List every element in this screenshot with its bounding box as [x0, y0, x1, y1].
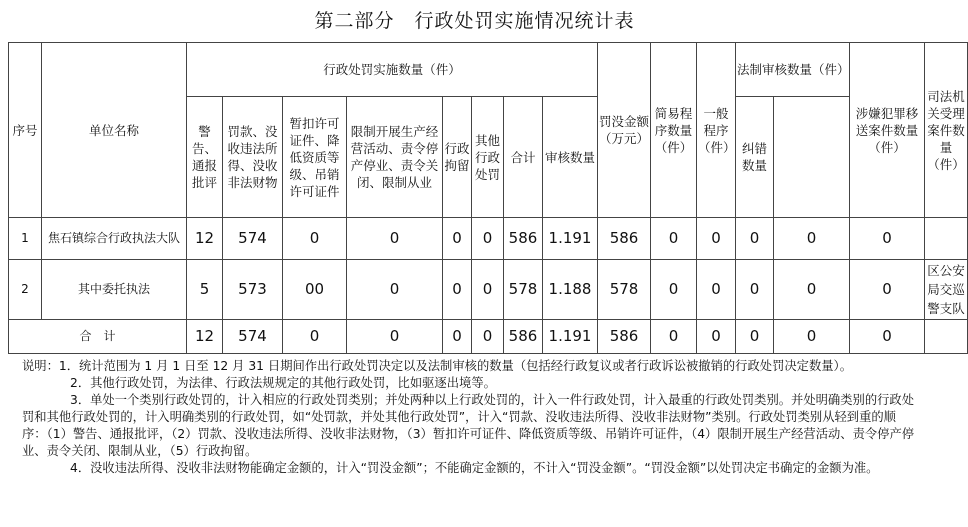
total-general: 0: [651, 320, 697, 354]
cell-crime: 0: [774, 260, 850, 320]
cell-judicial: 0: [850, 260, 925, 320]
cell-seq: 2: [9, 260, 42, 320]
cell-correct: 0: [736, 260, 774, 320]
total-simple: 586: [598, 320, 651, 354]
note-4: 4．没收违法所得、没收非法财物能确定金额的，计入“罚没金额”；不能确定金额的，不计入“罚没金额”。“罚没金额”以处罚决定书确定的金额为准。: [70, 461, 879, 475]
total-crime: 0: [774, 320, 850, 354]
note-1: 说明：1．统计范围为 1 月 1 日至 12 月 31 日期间作出行政处罚决定以及法制审核的数量（包括经行政复议或者行政诉讼被撤销的行政处罚决定数量）。: [22, 359, 852, 373]
header-crime: 涉嫌犯罪移送案件数量（件）: [850, 43, 925, 218]
total-suspend: 0: [283, 320, 347, 354]
total-label: 合 计: [9, 320, 187, 354]
header-restrict: 限制开展生产经营活动、责令停产停业、责令关闭、限制从业: [347, 97, 443, 218]
cell-crime: 0: [774, 218, 850, 260]
total-warn: 12: [187, 320, 223, 354]
table-row: [9, 218, 968, 260]
page-title: 第二部分 行政处罚实施情况统计表: [314, 10, 635, 32]
cell-fine: 573: [223, 260, 283, 320]
cell-warn: 12: [187, 218, 223, 260]
cell-subtotal: 586: [504, 218, 543, 260]
total-review: 0: [697, 320, 736, 354]
cell-unit: 焦石镇综合行政执法大队: [42, 218, 187, 260]
cell-fine: 574: [223, 218, 283, 260]
total-restrict: 0: [347, 320, 443, 354]
total-row: [9, 320, 968, 354]
cell-suspend: 0: [283, 218, 347, 260]
cell-general: 0: [651, 260, 697, 320]
header-suspend: 暂扣许可证件、降低资质等级、吊销许可证件: [283, 97, 347, 218]
total-remark: [925, 320, 968, 354]
total-confiscate: 1.191: [543, 320, 598, 354]
cell-remark: [925, 218, 968, 260]
header-other: 其他行政处罚: [472, 97, 504, 218]
cell-suspend: 00: [283, 260, 347, 320]
header-review: 审核数量: [543, 97, 598, 218]
cell-review: 0: [697, 218, 736, 260]
cell-other: 0: [472, 218, 504, 260]
notes: [22, 358, 917, 477]
cell-restrict: 0: [347, 218, 443, 260]
cell-judicial: 0: [850, 218, 925, 260]
cell-simple: 578: [598, 260, 651, 320]
cell-confiscate: 1.191: [543, 218, 598, 260]
total-correct: 0: [736, 320, 774, 354]
cell-other: 0: [472, 260, 504, 320]
note-2: 2．其他行政处罚，为法律、行政法规规定的其他行政处罚，比如驱逐出境等。: [70, 376, 496, 390]
total-detain: 0: [443, 320, 472, 354]
header-judicial: 司法机关受理案件数量（件）: [925, 43, 968, 218]
header-legal-review: 法制审核数量（件）: [736, 43, 850, 97]
header-seq: 序号: [9, 43, 42, 218]
total-subtotal: 586: [504, 320, 543, 354]
note-3: 3．单处一个类别行政处罚的，计入相应的行政处罚类别；并处两种以上行政处罚的，计入一件行政处罚，计入最重的行政处罚类别。并处明确类别的行政处罚和其他行政处罚的，计入明确类别的行政处罚，如“处罚款，并处其他行政处罚”，计入“罚款、没收违法所得、没收非法财物”类别。行政处罚类别从轻到重的顺序：（1）警告、通报批评，（2）罚款、没收违法所得、没收非法财物，（3）暂扣许可证件、降低资质等级、吊销许可证件，（4）限制开展生产经营活动、责令停产停业、责令关闭、限制从业，（5）行政拘留。: [22, 393, 915, 458]
header-confiscate: 罚没金额（万元）: [598, 43, 651, 218]
cell-subtotal: 578: [504, 260, 543, 320]
cell-detain: 0: [443, 218, 472, 260]
cell-correct: 0: [736, 218, 774, 260]
cell-detain: 0: [443, 260, 472, 320]
header-row-1: [9, 43, 968, 97]
total-fine: 574: [223, 320, 283, 354]
cell-unit: 其中委托执法: [42, 260, 187, 320]
cell-confiscate: 1.188: [543, 260, 598, 320]
header-correct: 纠错数量: [736, 97, 774, 218]
header-simple: 简易程序数量（件）: [651, 43, 697, 218]
total-other: 0: [472, 320, 504, 354]
cell-restrict: 0: [347, 260, 443, 320]
header-fine: 罚款、没收违法所得、没收非法财物: [223, 97, 283, 218]
cell-review: 0: [697, 260, 736, 320]
statistics-table: [8, 42, 968, 354]
total-judicial: 0: [850, 320, 925, 354]
header-group: 行政处罚实施数量（件）: [187, 43, 598, 97]
cell-warn: 5: [187, 260, 223, 320]
header-detain: 行政拘留: [443, 97, 472, 218]
table-row: [9, 260, 968, 320]
header-warn: 警告、通报批评: [187, 97, 223, 218]
cell-remark: 区公安局交巡警支队: [925, 260, 968, 320]
cell-simple: 586: [598, 218, 651, 260]
header-subtotal: 合计: [504, 97, 543, 218]
cell-seq: 1: [9, 218, 42, 260]
cell-general: 0: [651, 218, 697, 260]
header-unit: 单位名称: [42, 43, 187, 218]
header-general: 一般程序（件）: [697, 43, 736, 218]
